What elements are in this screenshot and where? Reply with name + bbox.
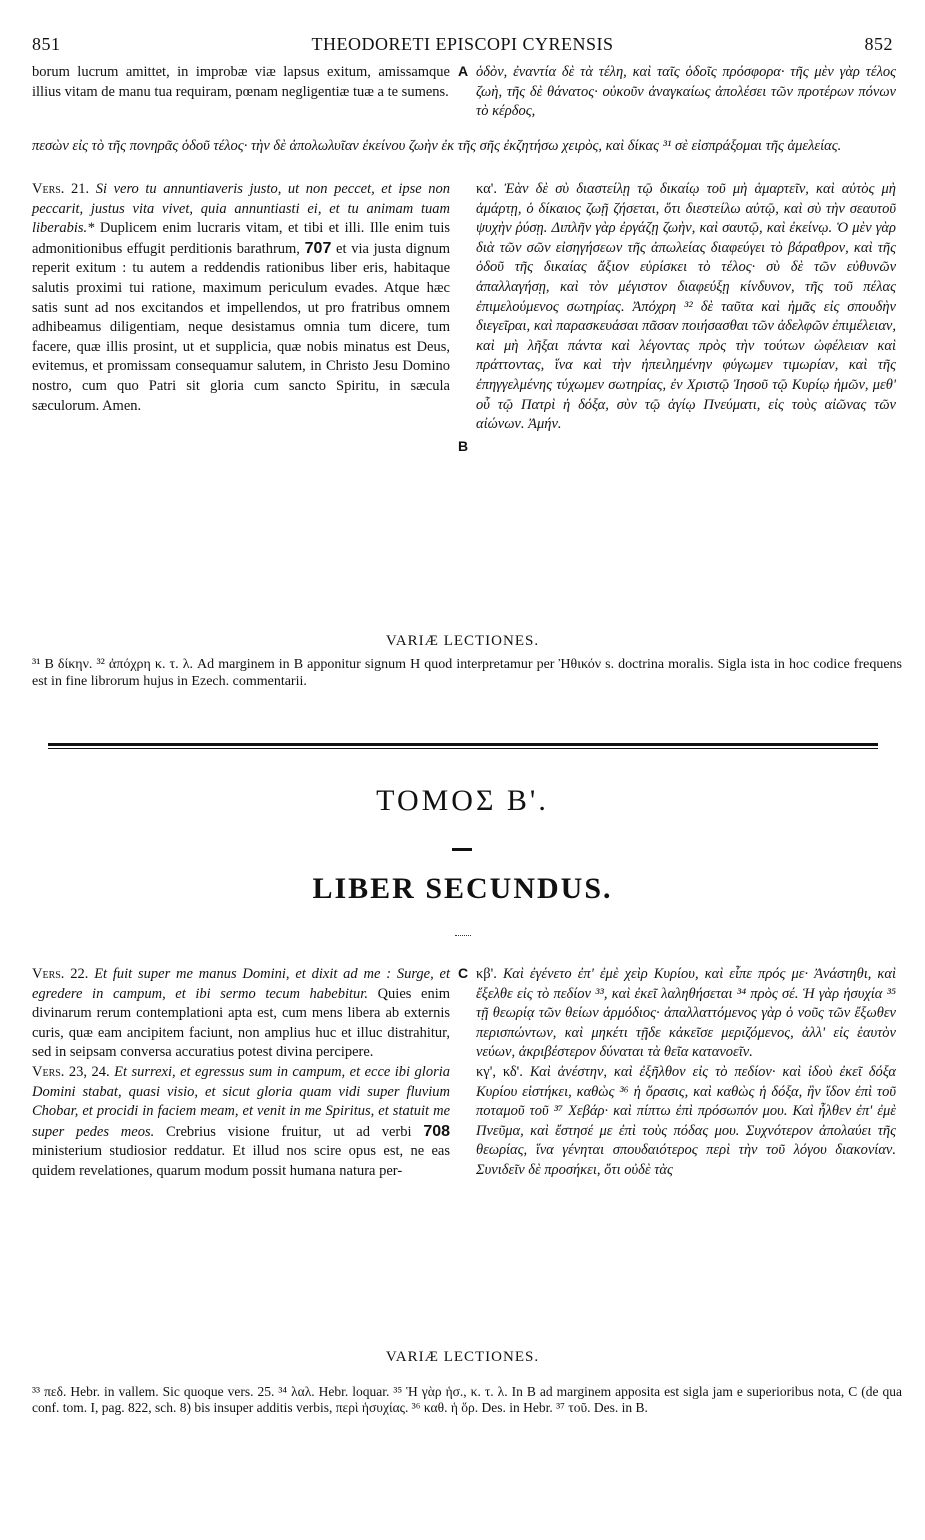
page-number-left: 851 [32,34,61,54]
greek-column-vers21 [476,180,896,435]
verse-label: κβ'. [476,966,497,982]
variae-lectiones-title: VARIÆ LECTIONES. [385,1349,540,1365]
variae-lectiones-title: VARIÆ LECTIONES. [385,633,540,649]
scripture-quote: Καὶ ἐγένετο ἐπ' ἐμὲ χεὶρ Κυρίου, καὶ εἶπε πρός με· Ἀνάστηθι, καὶ ἔξελθε εἰς τὸ πεδίον ³³, καὶ ἐκεῖ λαληθήσεται ³⁴ πρὸς σέ. [476,966,896,1002]
greek-paragraph [476,965,896,1063]
verse-label: Vers. 22. [32,966,89,982]
page-number-right: 852 [864,34,893,54]
latin-paragraph [32,180,450,416]
greek-paragraph: ὁδὸν, ἐναντία δὲ τὰ τέλη, καὶ ταῖς ὁδοῖς πρόσφορα· τῆς μὲν γὰρ τέλος ζωὴ, τῆς δὲ θάνατος· οὐκοῦν ἀναγκαίως ἀπολέσει τῶν προτέρων πόνων τὸ κέρδος, [476,64,896,120]
commentary-text: Quies enim divinarum rerum contemplationi apta est, cum mens libera ab externis curis, quæ eam ancipitem faciunt, non amplius huc et illuc distrahitur, sed in seipsam conversa accuratius potest divina percipere. [32,985,451,1061]
verse-label: κα'. [476,181,498,197]
commentary-text: ministerium studiosior reddatur. Et illud nos scire opus est, ne eas quidem revelationes, quarum modum possit humana natura per- [32,1143,450,1179]
latin-paragraph: borum lucrum amittet, in improbæ viæ lapsus exitum, amissamque illius vitam de manu tua requiram, pœnam negligentiæ tuæ a te sumens. [32,64,450,100]
margin-marker-b: B [458,438,469,454]
variae-lectiones-text: ³¹ B δίκην. ³² ἀπόχρη κ. τ. λ. Ad marginem in B apponitur signum H quod interpretamur per Ἠθικόν s. doctrina moralis. Sigla ista in hoc codice frequens est in fine librorum hujus in Ezech. commentarii. [32,657,902,689]
latin-column-book2 [32,965,450,1182]
margin-marker-c: C [458,965,469,981]
greek-column-book2 [476,965,896,1181]
verse-label: κγ', κδ'. [476,1063,523,1080]
greek-column-top [476,63,896,122]
verse-label: Vers. 21. [32,181,90,197]
latin-paragraph [32,965,450,1063]
scripture-quote: Ἐὰν δὲ σὺ διαστείλῃ τῷ δικαίῳ τοῦ μὴ ἁμαρτεῖν, καὶ αὐτὸς μὴ ἁμάρτῃ, ὁ δίκαιος ζωῇ ζήσεται, ὅτι διεστείλω αὐτῷ, καὶ σὺ τὴν σεαυτοῦ ψυχὴν ῥύσῃ. [476,181,897,237]
latin-column-top [32,63,450,102]
variae-lectiones-text: ³³ πεδ. Hebr. in vallem. Sic quoque vers. 25. ³⁴ λαλ. Hebr. loquar. ³⁵ Ἡ γὰρ ἡσ., κ. τ. λ. In B ad marginem apposita est sigla jam e superioribus nota, C (de qua conf. tom. I, pag. 822, sch. 8) bis insuper additis verbis, περὶ ἡσυχίας. ³⁶ καθ. ἡ ὅρ. Des. in Hebr. ³⁷ τοῦ. Des. in B. [32,1384,902,1415]
margin-marker-a: A [458,63,469,79]
commentary-text: Συχνότερον ἀπολαύει τῆς θεωρίας, ἵνα γένηται σπουδαιότερος περὶ τὴν τοῦ λόγου διακονίαν. Συνιδεῖν δὲ προσήκει, ὅτι οὐδὲ τὰς [476,1122,896,1178]
liber-heading: LIBER SECUNDUS. [312,872,613,905]
scripture-quote: Et surrexi, et egressus sum in campum, et ecce ibi gloria Domini stabat, quasi visio, et sicut gloria quam vidi super fluvium Chobar, et procidi in faciem meam, et venit in me Spiritus, et statuit me super pedes meos. [32,1063,451,1140]
ornament-divider [455,935,471,939]
column-number: 707 [304,239,332,257]
section-rule [48,748,878,749]
heading-dash [452,848,472,851]
scripture-quote: Καὶ ἀνέστην, καὶ ἐξῆλθον εἰς τὸ πεδίον· καὶ ἰδοὺ ἐκεῖ δόξα Κυρίου εἱστήκει, καθὼς ³⁶ ἡ ὅρασις, καὶ καθὼς ἡ δόξα, ἣν ἴδον ἐπὶ τοῦ ποταμοῦ τοῦ ³⁷ Χεβάρ· καὶ πίπτω ἐπὶ πρόσωπόν μου. Καὶ ἦλθεν ἐπ' ἐμὲ Πνεῦμα, καὶ ἔστησέ με ἐπὶ τοὺς πόδας μου. [476,1063,896,1139]
commentary-text: Ἡ γὰρ ἡσυχία ³⁵ τῇ θεωρίᾳ τῶν θείων ἁρμόδιος· ἀπαλλαττόμενος γὰρ ὁ νοῦς τῶν ἔξωθεν περισπώντων, καὶ μηκέτι τῇδε κἀκεῖσε μεριζόμενος, ἀλλ' εἰς ἑαυτὸν νεύων, ἀκριβέστερον δύναται τὰ θεῖα κατανοεῖν. [476,985,896,1061]
tomos-heading: ΤΟΜΟΣ Β'. [376,784,549,817]
greek-paragraph [476,1063,896,1181]
greek-spanning-line: πεσὼν εἰς τὸ τῆς πονηρᾶς ὁδοῦ τέλος· τὴν δὲ ἀπολωλυῖαν ἐκείνου ζωὴν ἐκ τῆς σῆς ἐκζητήσω χειρὸς, καὶ δίκας ³¹ σὲ εἰσπράξομαι τῆς ἀμελείας. [32,138,842,154]
greek-paragraph [476,180,896,435]
latin-column-vers21 [32,180,450,416]
column-number: 708 [423,1122,451,1140]
commentary-text: et via justa dignum reperit exitum : tu autem a reddendis rationibus liber eris, habitaque salutis proximi tui ratione, maximum periculum evades. Atque hæc satis sunt ad nos excitandos et impellendos, ut pro fratribus omnem adhibeamus diligentiam, neque desistamus omnia tum dicere, tum facere, quæ illis prosint, ut et supplicia, quæ nobis minatus est Deus, evitemus, et promissam consequamur salutem, in Christo Jesu Domino nostro, cum quo Patri sit gloria cum sancto Spiritu, in sæcula sæculorum. Amen. [32,240,451,414]
commentary-text: Crebrius visione fruitur, ut ad verbi [166,1123,412,1140]
commentary-text: Duplicem enim lucraris vitam, et tibi et illi. Ille enim tuis admonitionibus effugit perditionis barathrum, [32,220,450,257]
scripture-quote: Si vero tu annuntiaveris justo, ut non peccet, et ipse non peccarit, justus vita vivet, quia annuntiasti ei, et tu animam tuam liberabis.* [32,181,451,237]
verse-label: Vers. 23, 24. [32,1063,110,1080]
section-rule [48,743,878,746]
page-header [32,34,893,58]
latin-paragraph [32,1063,450,1182]
commentary-text: Διπλῆν γὰρ ἐργάζῃ ζωὴν, καὶ σαυτῷ, καὶ ἐκείνῳ. Ὁ μὲν γὰρ διὰ τῶν σῶν εἰσηγήσεων τῆς ἀπωλείας διαφεύγει τὸ βάραθρον, καὶ τῆς ὁδοῦ τῆς δικαίας ἄξιον εὑρίσκει τὸ τέλος· σὺ δὲ τῶν εὐθυνῶν ἀπαλλαγήσῃ, καὶ τὸν μέγιστον διαφεύξῃ κίνδυνον, τῆς τοῦ πέλας ἐπιμελούμενος σωτηρίας. Ἀπόχρη ³² δὲ ταῦτα καὶ ἡμᾶς εἰς σπουδὴν διεγεῖραι, καὶ παρασκευάσαι πᾶσαν ποιήσασθαι τῶν ἀδελφῶν ἐπιμέλειαν, καὶ μὴ λῆξαι πάντα καὶ λέγοντας πρὸς τὴν τούτων ὠφέλειαν καὶ πράττοντας, ἵνα καὶ τὴν ἠπειλημένην φύγωμεν τιμωρίαν, καὶ τῆς ἐπηγγελμένης τύχωμεν σωτηρίας, ἐν Χριστῷ Ἰησοῦ τῷ Κυρίῳ ἡμῶν, μεθ' οὗ τῷ Πατρὶ ἡ δόξα, σὺν τῷ ἁγίῳ Πνεύματι, εἰς τοὺς αἰῶνας τῶν αἰώνων. Ἀμήν. [476,220,897,433]
running-title: THEODORETI EPISCOPI CYRENSIS [311,34,614,54]
scripture-quote: Et fuit super me manus Domini, et dixit ad me : Surge, et egredere in campum, et ibi sermo tecum habebitur. [32,966,451,1002]
